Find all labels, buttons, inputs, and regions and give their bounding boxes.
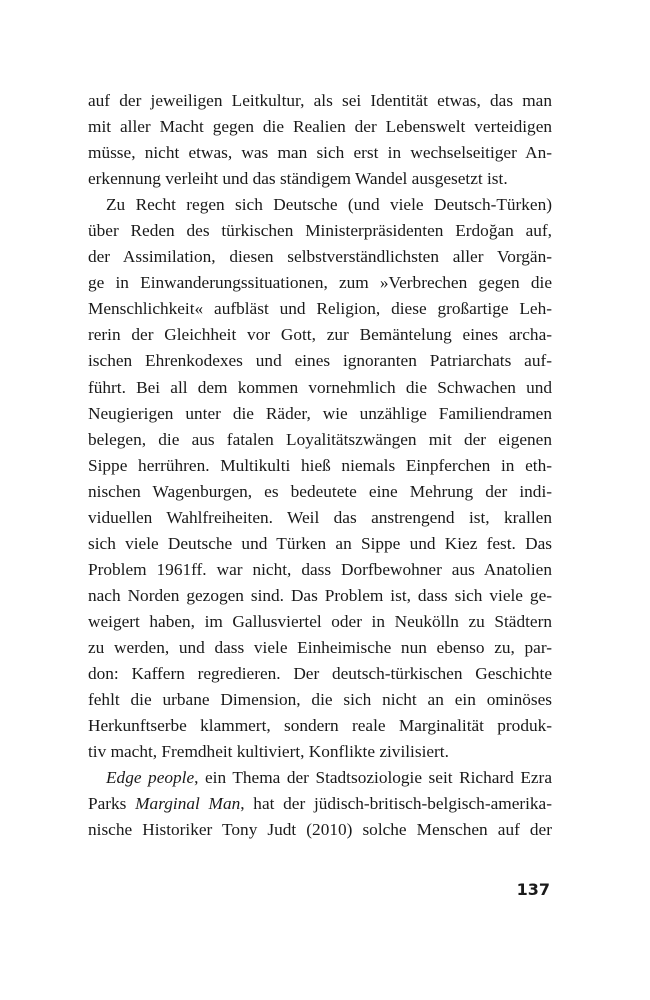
text-line: sich viele Deutsche und Türken an Sippe und Kiez fest. Das [88,533,552,553]
text-line: auf der jeweiligen Leitkultur, als sei Identität etwas, das man [88,91,552,110]
text-line: Zu Recht regen sich Deutsche (und viele Deutsch-Türken) [106,195,552,215]
text-line: rerin der Gleichheit vor Gott, zur Bemäntelung eines archa- [88,325,552,345]
text-line: viduellen Wahlfreiheiten. Weil das anstrengend ist, krallen [88,507,552,527]
text-segment: Parks [88,794,136,814]
text-line [88,791,552,817]
text-segment: , hat der jüdisch-britisch-belgisch-amerika- [240,794,552,814]
text-line: zu werden, und dass viele Einheimische nun ebenso zu, par- [88,637,552,657]
text-line: belegen, die aus fatalen Loyalitätszwängen mit der eigenen [88,429,552,449]
text-line: Neugierigen unter die Räder, wie unzählige Familiendramen [88,403,552,423]
page-number: 137 [516,880,550,899]
text-line: weigert haben, im Gallusviertel oder in Neukölln zu Städtern [88,611,552,631]
italic-term: Edge people [106,768,195,788]
text-line: Herkunftserbe klammert, sondern reale Marginalität produk- [88,716,552,736]
text-line: ischen Ehrenkodexes und eines ignoranten Patriarchats auf- [88,351,552,371]
text-line: ge in Einwanderungssituationen, zum »Verbrechen gegen die [88,273,552,293]
text-line: nach Norden gezogen sind. Das Problem ist, dass sich viele ge- [88,585,552,605]
text-line: nische Historiker Tony Judt (2010) solche Menschen auf der [88,820,552,840]
text-line: tiv macht, Fremdheit kultiviert, Konflikte zivilisiert. [88,742,449,762]
text-line [88,765,552,791]
text-line: müsse, nicht etwas, was man sich erst in wechselseitiger An- [88,143,552,163]
body-text [88,88,552,843]
text-line: über Reden des türkischen Ministerpräsidenten Erdoğan auf, [88,221,552,241]
text-line: Sippe herrühren. Multikulti hieß niemals Einpferchen in eth- [88,455,552,475]
italic-title: Marginal Man [135,794,241,814]
text-line: don: Kaffern regredieren. Der deutsch-türkischen Geschichte [88,664,552,684]
text-segment: , ein Thema der Stadtsoziologie seit Richard Ezra [194,768,552,788]
text-line: erkennung verleiht und das ständigem Wandel ausgesetzt ist. [88,169,508,189]
text-line: fehlt die urbane Dimension, die sich nicht an ein ominöses [88,690,552,710]
text-line: führt. Bei all dem kommen vornehmlich die Schwachen und [88,377,552,397]
text-line: der Assimilation, diesen selbstverständlichsten aller Vorgän- [88,247,552,267]
text-line: nischen Wagenburgen, es bedeutete eine Mehrung der indi- [88,481,552,501]
text-line: mit aller Macht gegen die Realien der Lebenswelt verteidigen [88,117,552,137]
text-line: Menschlichkeit« aufbläst und Religion, diese großartige Leh- [88,299,552,319]
text-line: Problem 1961ff. war nicht, dass Dorfbewohner aus Anatolien [88,559,552,579]
